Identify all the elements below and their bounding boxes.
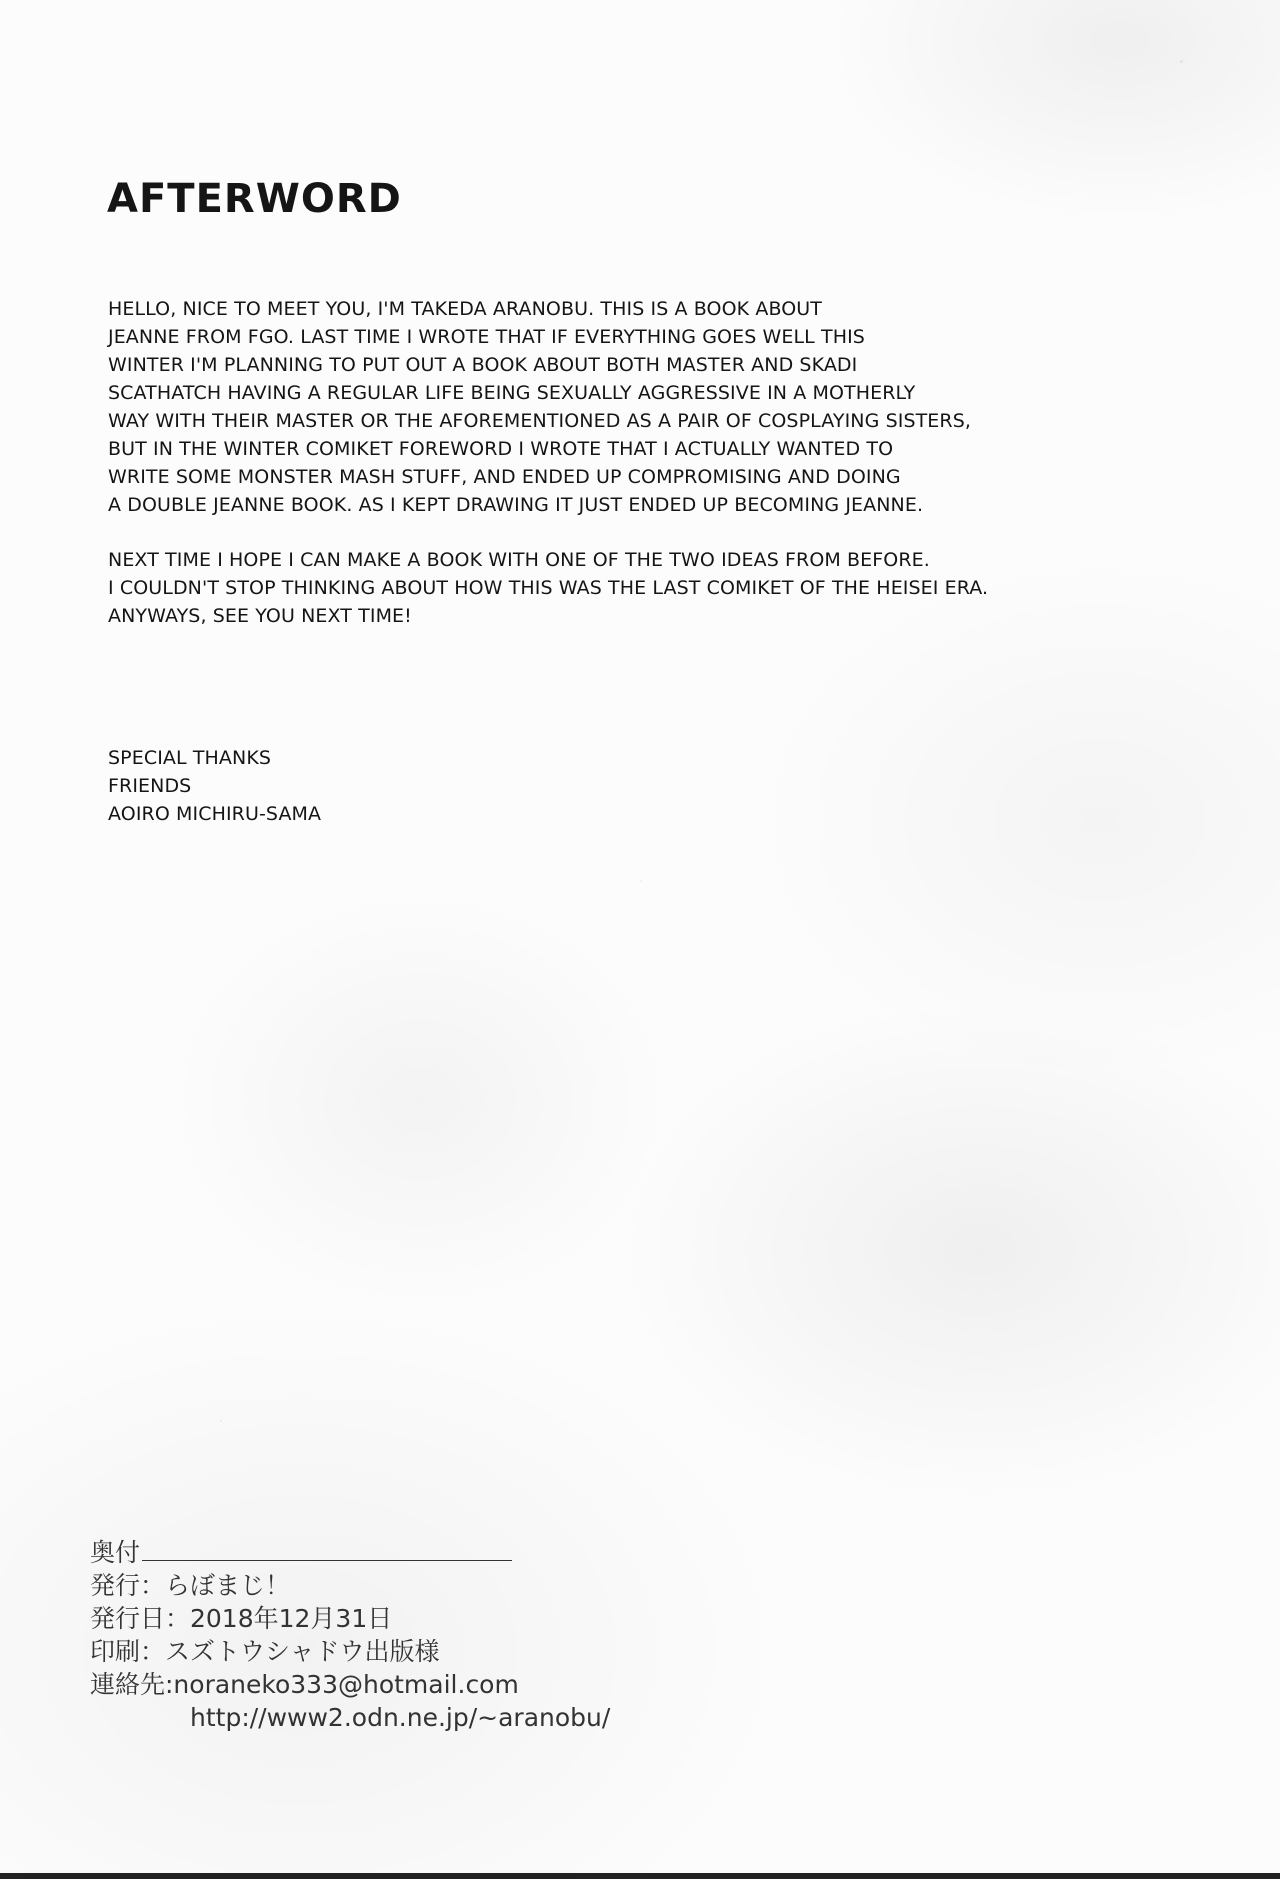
text-line: JEANNE FROM FGO. LAST TIME I WROTE THAT IF EVERYTHING GOES WELL THIS — [108, 326, 865, 348]
colophon — [90, 1536, 610, 1734]
text-line: A DOUBLE JEANNE BOOK. AS I KEPT DRAWING IT JUST ENDED UP BECOMING JEANNE. — [108, 494, 924, 516]
text-line: I COULDN'T STOP THINKING ABOUT HOW THIS WAS THE LAST COMIKET OF THE HEISEI ERA. — [108, 577, 989, 599]
special-thanks-item: AOIRO MICHIRU-SAMA — [108, 803, 322, 825]
text-line: WAY WITH THEIR MASTER OR THE AFOREMENTIONED AS A PAIR OF COSPLAYING SISTERS, — [108, 410, 972, 432]
paper-speck — [220, 1420, 222, 1422]
colophon-rule — [142, 1560, 512, 1561]
colophon-url: http://www2.odn.ne.jp/~aranobu/ — [190, 1703, 611, 1732]
colophon-heading-row — [90, 1536, 610, 1569]
special-thanks-heading: SPECIAL THANKS — [108, 747, 272, 769]
afterword-paragraph-2 — [108, 546, 988, 630]
colophon-contact: 連絡先:noraneko333@hotmail.com — [90, 1670, 519, 1699]
text-line: ANYWAYS, SEE YOU NEXT TIME! — [108, 605, 412, 627]
paper-speck — [640, 880, 642, 882]
paper-speck — [1180, 60, 1183, 63]
text-line: BUT IN THE WINTER COMIKET FOREWORD I WROTE THAT I ACTUALLY WANTED TO — [108, 438, 894, 460]
text-line: WRITE SOME MONSTER MASH STUFF, AND ENDED UP COMPROMISING AND DOING — [108, 466, 901, 488]
afterword-title: AFTERWORD — [107, 176, 402, 222]
text-line: HELLO, NICE TO MEET YOU, I'M TAKEDA ARANOBU. THIS IS A BOOK ABOUT — [108, 298, 823, 320]
special-thanks — [108, 744, 321, 828]
afterword-paragraph-1 — [108, 295, 971, 519]
colophon-publisher: 発行：らぼまじ！ — [90, 1571, 291, 1600]
text-line: WINTER I'M PLANNING TO PUT OUT A BOOK ABOUT BOTH MASTER AND SKADI — [108, 354, 858, 376]
colophon-printer: 印刷：スズトウシャドウ出版様 — [90, 1637, 440, 1666]
colophon-date: 発行日：2018年12月31日 — [90, 1604, 393, 1633]
scan-bottom-edge — [0, 1873, 1280, 1879]
text-line: NEXT TIME I HOPE I CAN MAKE A BOOK WITH ONE OF THE TWO IDEAS FROM BEFORE. — [108, 549, 930, 571]
colophon-heading: 奥付 — [90, 1538, 141, 1567]
text-line: SCATHATCH HAVING A REGULAR LIFE BEING SEXUALLY AGGRESSIVE IN A MOTHERLY — [108, 382, 916, 404]
special-thanks-item: FRIENDS — [108, 775, 192, 797]
